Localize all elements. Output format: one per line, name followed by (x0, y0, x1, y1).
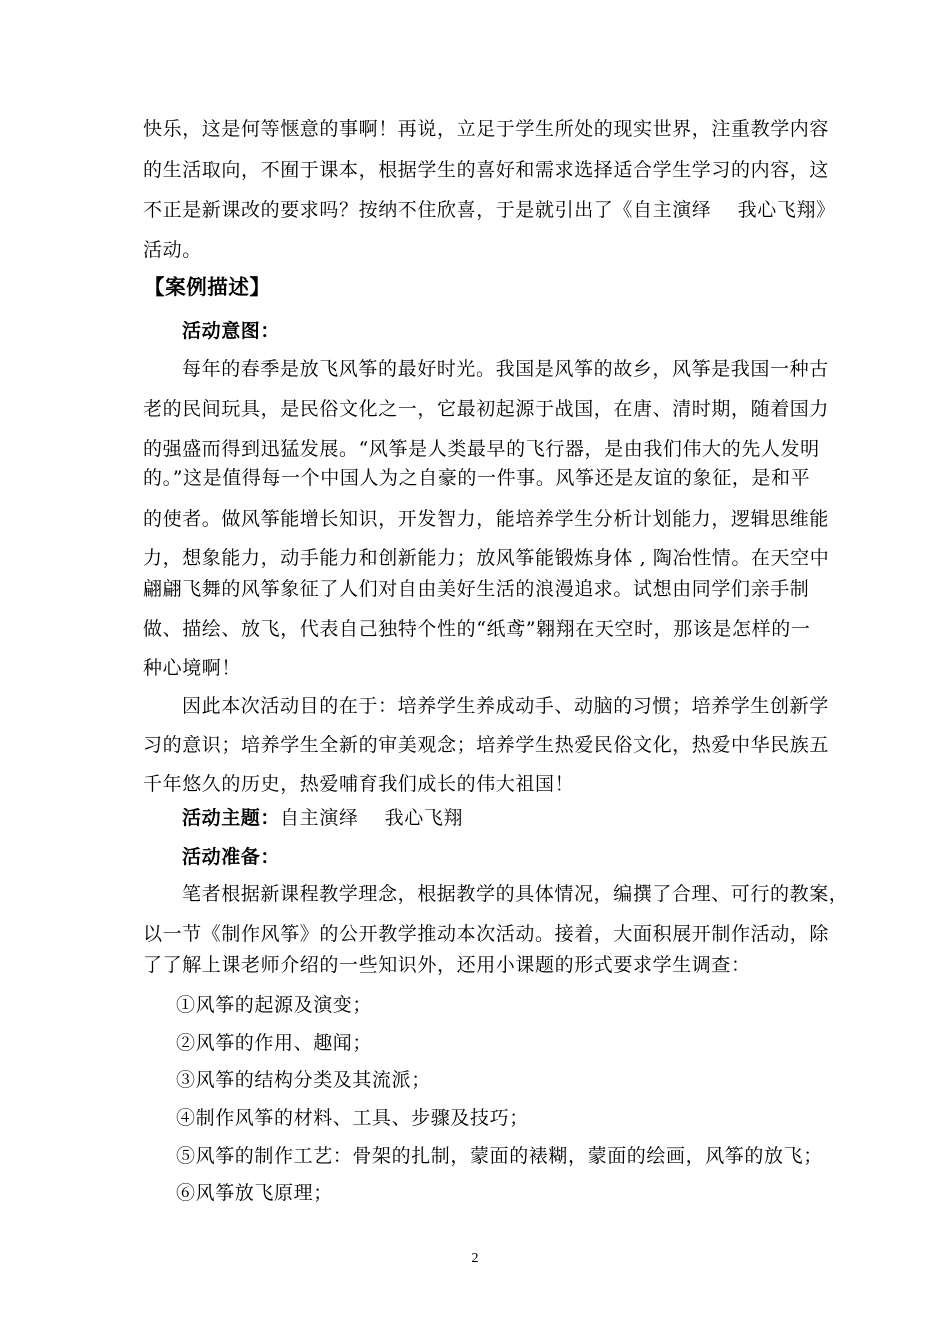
survey-item: ⑤风筝的制作工艺：骨架的扎制，蒙面的裱糊，蒙面的绘画，风筝的放飞； (176, 1145, 823, 1167)
intent-label: 活动意图： (182, 320, 281, 342)
goal-line: 千年悠久的历史，热爱哺育我们成长的伟大祖国！ (143, 773, 575, 795)
survey-item: ②风筝的作用、趣闻； (176, 1032, 373, 1054)
intent-line: 每年的春季是放飞风筝的最好时光。我国是风筝的故乡，风筝是我国一种古 (182, 358, 829, 380)
intent-line: 翩翩飞舞的风筝象征了人们对自由美好生活的浪漫追求。试想由同学们亲手制 (143, 578, 810, 600)
survey-item: ⑥风筝放飞原理； (176, 1182, 333, 1204)
intent-line: 的使者。做风筝能增长知识，开发智力，能培养学生分析计划能力，逻辑思维能 (143, 508, 830, 530)
intent-line: 种心境啊！ (143, 657, 242, 679)
survey-item: ③风筝的结构分类及其流派； (176, 1069, 431, 1091)
intro-line: 快乐，这是何等惬意的事啊！再说，立足于学生所处的现实世界，注重教学内容 (143, 118, 830, 140)
survey-item: ①风筝的起源及演变； (176, 994, 373, 1016)
intent-line: 做、描绘、放飞，代表自己独特个性的“纸鸢”翱翔在天空时，那该是怎样的一 (143, 618, 811, 640)
prep-line: 了了解上课老师介绍的一些知识外，还用小课题的形式要求学生调查： (143, 954, 751, 976)
intro-line: 不正是新课改的要求吗？按纳不住欣喜，于是就引出了《自主演绎 我心飞翔》 (143, 199, 836, 221)
intro-line: 活动。 (143, 239, 202, 261)
goal-line: 因此本次活动目的在于：培养学生养成动手、动脑的习惯；培养学生创新学 (182, 695, 829, 717)
intent-line: 的强盛而得到迅猛发展。“风筝是人类最早的飞行器，是由我们伟大的先人发明 (143, 438, 820, 460)
intent-line: 的。”这是值得每一个中国人为之自豪的一件事。风筝还是友谊的象征，是和平 (143, 467, 811, 489)
theme-text: 自主演绎 我心飞翔 (280, 807, 464, 829)
page-number: 2 (471, 1251, 479, 1266)
survey-item: ④制作风筝的材料、工具、步骤及技巧； (176, 1107, 529, 1129)
section-heading: 【案例描述】 (144, 275, 271, 299)
prep-line: 以一节《制作风筝》的公开教学推动本次活动。接着，大面积展开制作活动，除 (143, 923, 830, 945)
goal-line: 习的意识；培养学生全新的审美观念；培养学生热爱民俗文化，热爱中华民族五 (143, 734, 830, 756)
intent-line: 老的民间玩具，是民俗文化之一，它最初起源于战国，在唐、清时期，随着国力 (143, 398, 830, 420)
theme-label: 活动主题： (182, 807, 281, 829)
intent-line: 力，想象能力，动手能力和创新能力；放风筝能锻炼身体 , 陶冶性情。在天空中 (143, 547, 830, 569)
prep-line: 笔者根据新课程教学理念，根据教学的具体情况，编撰了合理、可行的教案， (182, 883, 849, 905)
theme-line (182, 806, 812, 830)
prep-label: 活动准备： (182, 846, 281, 868)
intro-line: 的生活取向，不囿于课本，根据学生的喜好和需求选择适合学生学习的内容，这 (143, 159, 830, 181)
